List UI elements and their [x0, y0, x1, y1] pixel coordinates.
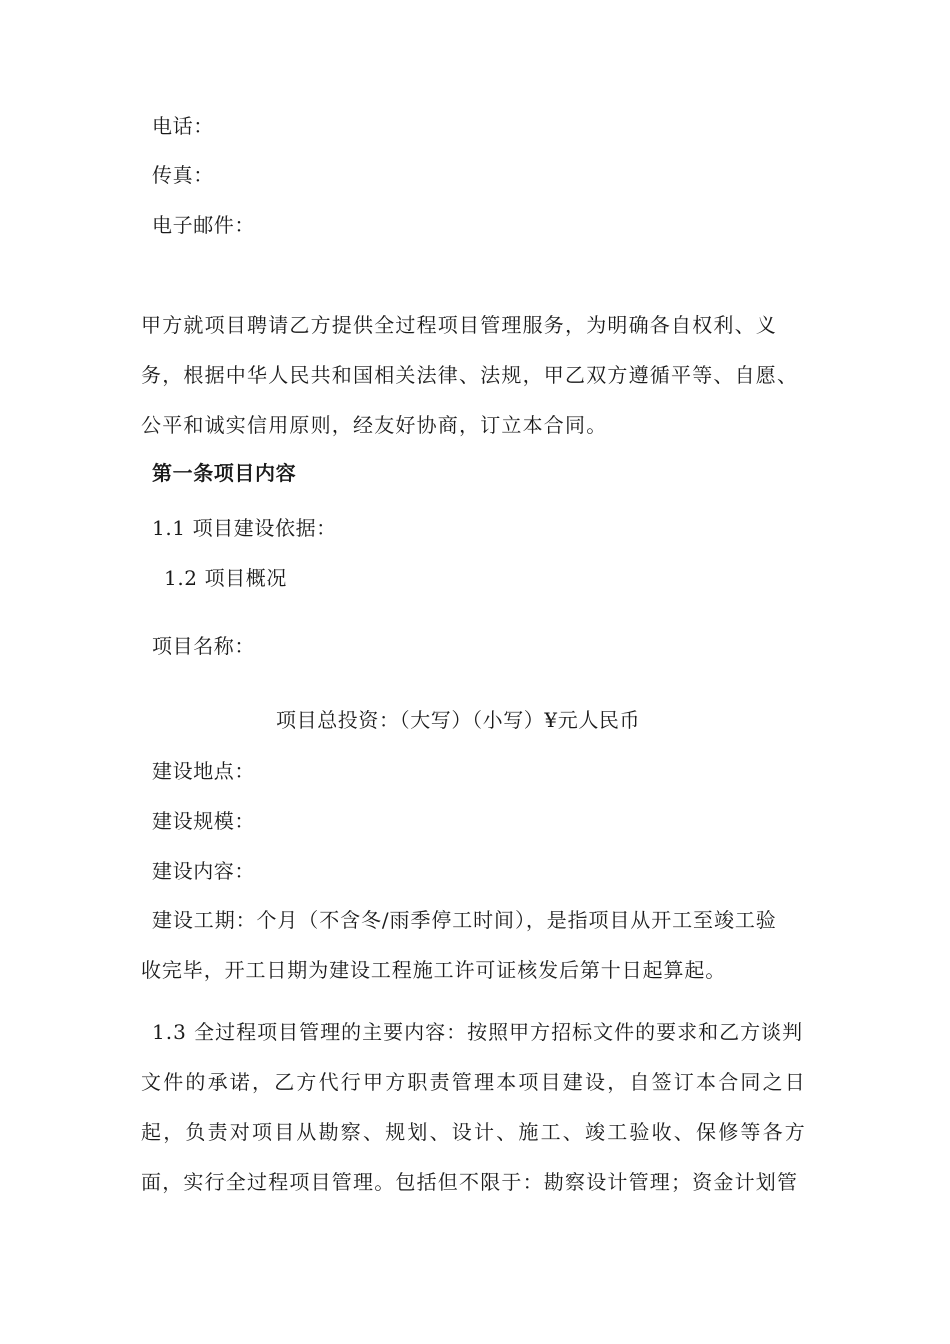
phone-label: 电话：	[152, 114, 214, 138]
construction-content-label: 建设内容：	[152, 859, 255, 883]
management-line: 起，负责对项目从勘察、规划、设计、施工、竣工验收、保修等各方	[141, 1120, 807, 1144]
management-line: 1.3 全过程项目管理的主要内容：按照甲方招标文件的要求和乙方谈判	[152, 1020, 804, 1044]
intro-line: 甲方就项目聘请乙方提供全过程项目管理服务，为明确各自权利、义	[141, 313, 777, 337]
project-overview: 1.2 项目概况	[164, 566, 287, 590]
construction-location-label: 建设地点：	[152, 759, 255, 783]
project-investment: 项目总投资：（大写）（小写）¥元人民币	[276, 708, 641, 732]
management-line: 文件的承诺，乙方代行甲方职责管理本项目建设，自签订本合同之日	[141, 1070, 807, 1094]
intro-paragraph	[141, 311, 821, 461]
management-line: 面，实行全过程项目管理。包括但不限于：勘察设计管理；资金计划管	[141, 1170, 799, 1194]
construction-period-paragraph	[141, 906, 822, 1006]
project-basis: 1.1 项目建设依据：	[152, 516, 337, 540]
construction-scale-label: 建设规模：	[152, 809, 255, 833]
article-1-heading: 第一条项目内容	[152, 461, 297, 485]
management-paragraph	[141, 1018, 822, 1218]
period-line: 建设工期：个月（不含冬/雨季停工时间），是指项目从开工至竣工验	[152, 908, 777, 932]
intro-line: 务，根据中华人民共和国相关法律、法规，甲乙双方遵循平等、自愿、	[141, 363, 799, 387]
project-name-label: 项目名称：	[152, 634, 255, 658]
email-label: 电子邮件：	[152, 213, 255, 237]
intro-line: 公平和诚实信用原则，经友好协商，订立本合同。	[141, 413, 608, 437]
fax-label: 传真：	[152, 163, 214, 187]
period-line: 收完毕，开工日期为建设工程施工许可证核发后第十日起算起。	[141, 958, 727, 982]
